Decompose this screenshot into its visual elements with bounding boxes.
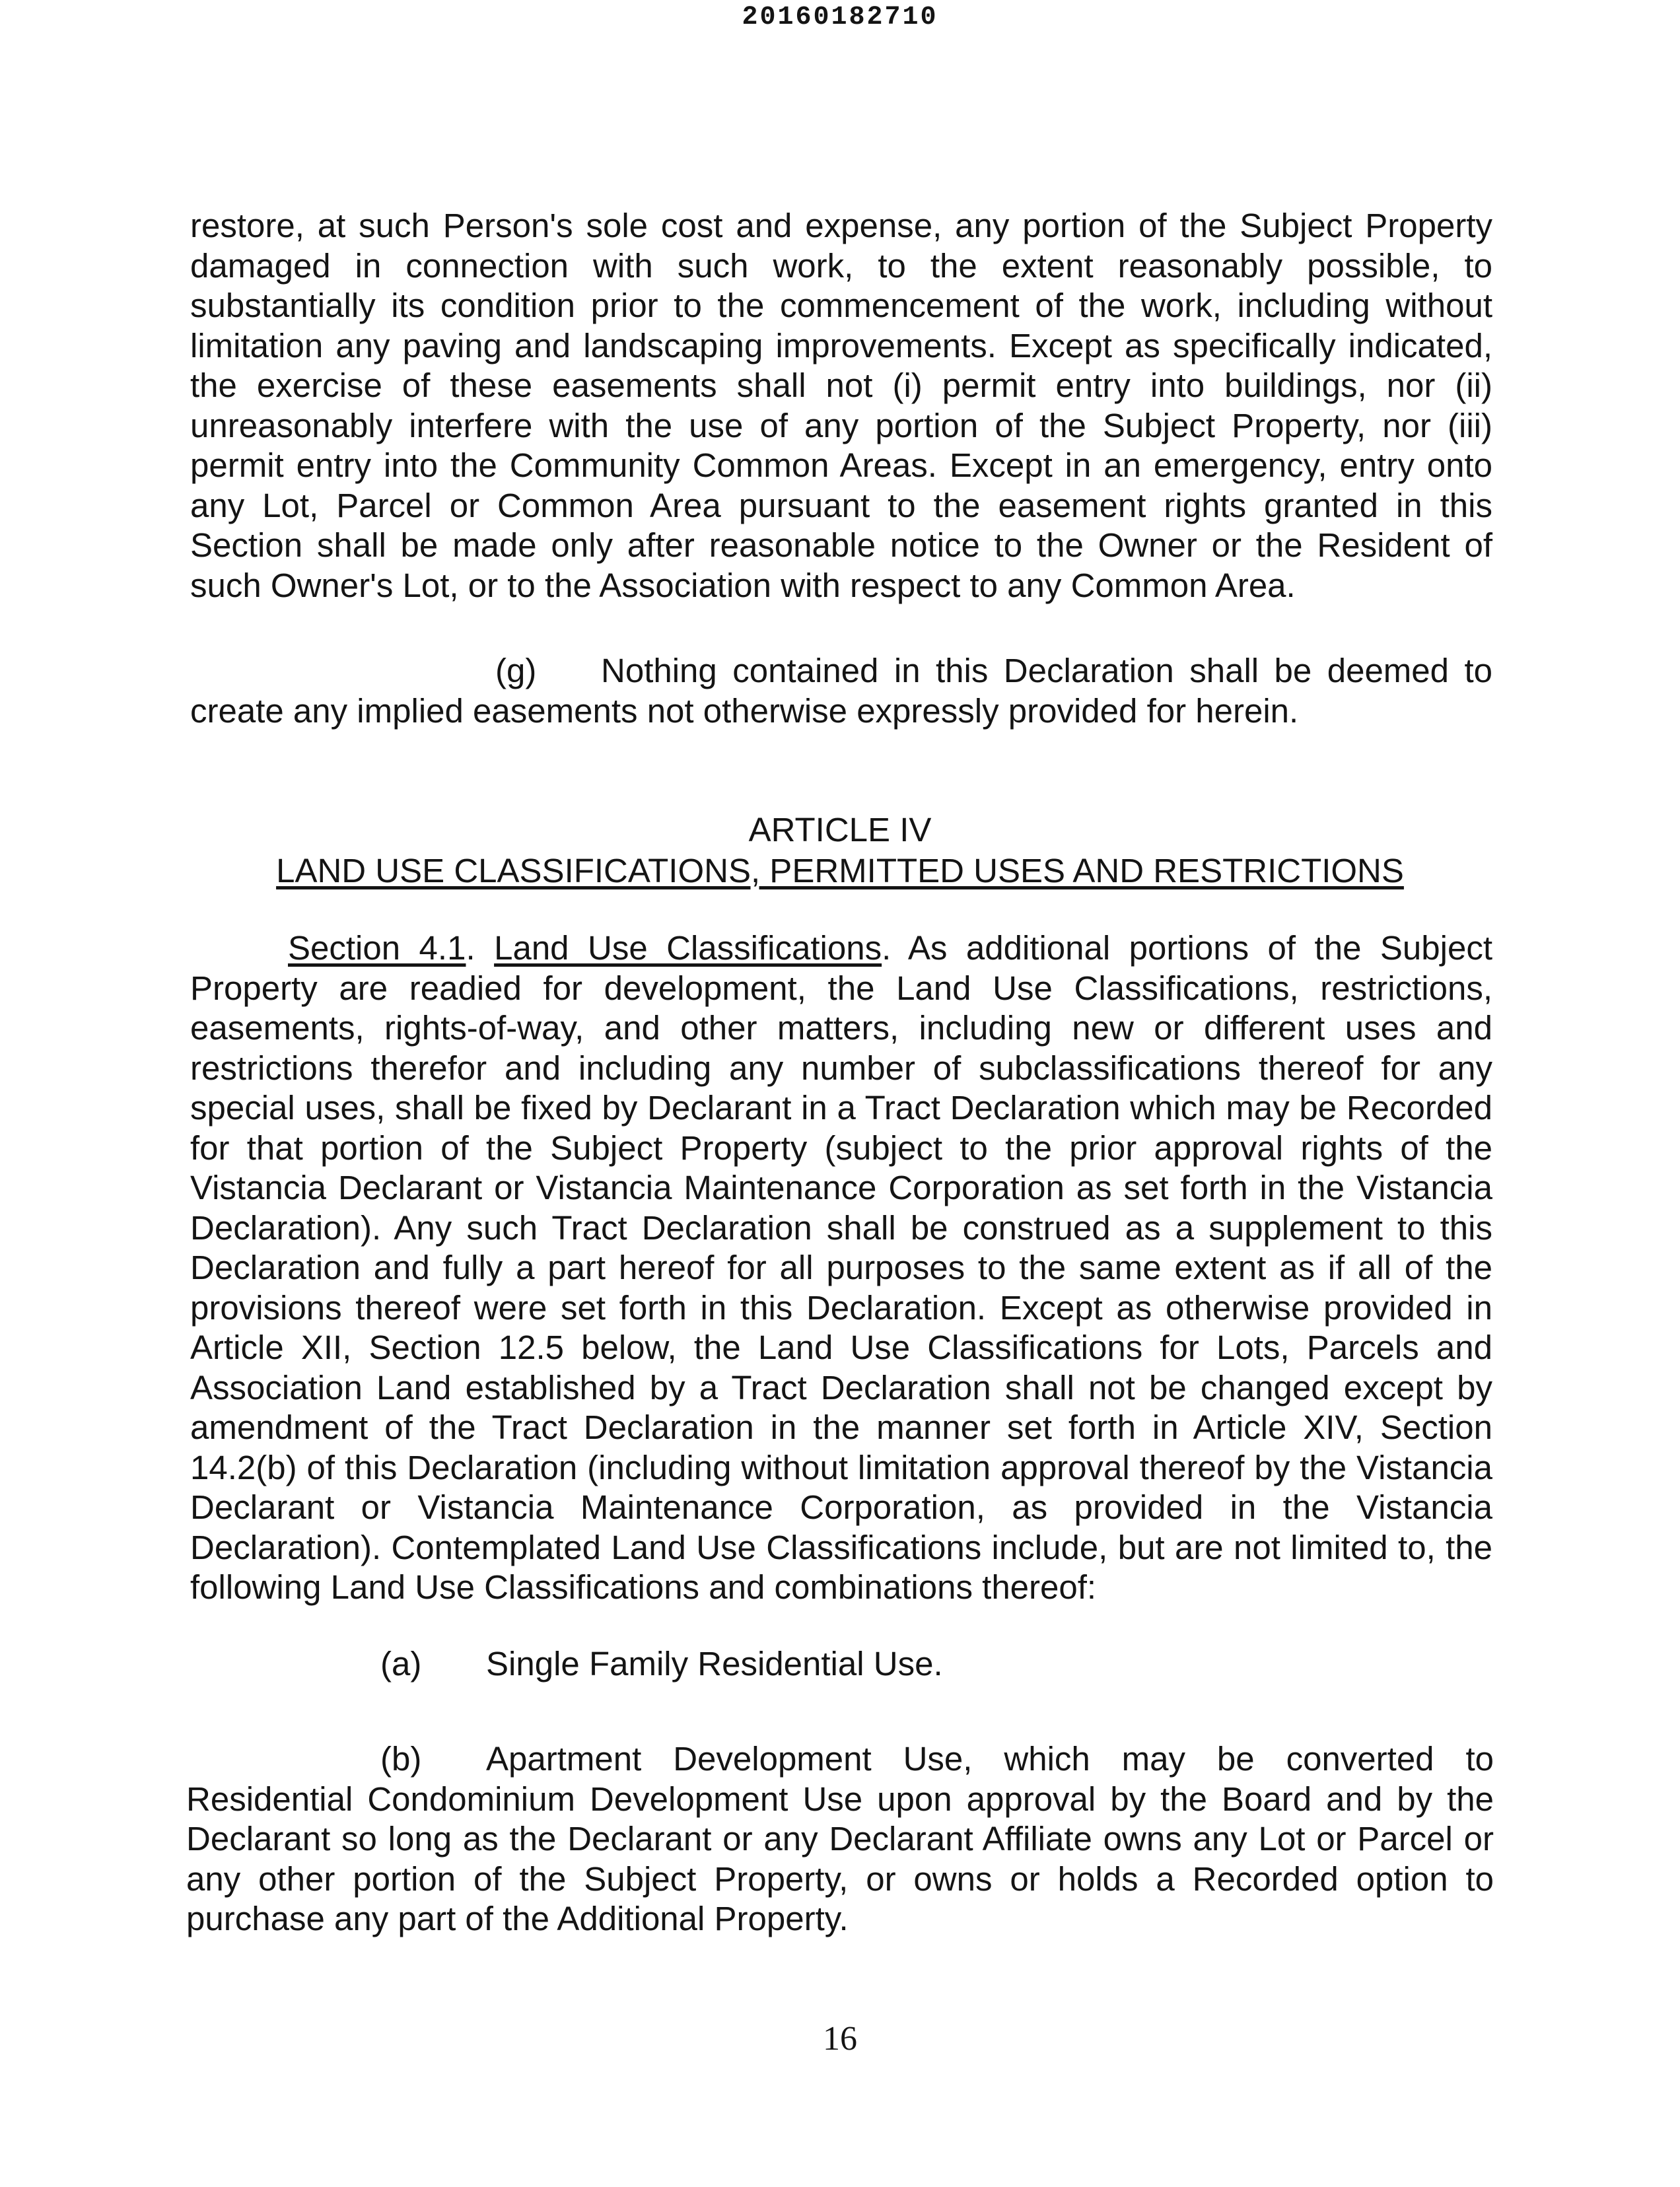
document-number: 20160182710 [742, 3, 938, 32]
list-item-a [380, 1644, 943, 1684]
section-text: As additional portions of the Subject Property are readied for development, the Land Use Classifications, restrictions, easements, rights-of-way, and other matters, including new or different uses and restrictions therefor and including any number of subclassifications thereof for any special uses, shall be fixed by Declarant in a Tract Declaration which may be Recorded for that portion of the Subject Property (subject to the prior approval rights of the Vistancia Declarant or Vistancia Maintenance Corporation as set forth in the Vistancia Declaration). Any such Tract Declaration shall be construed as a supplement to this Declaration and fully a part hereof for all purposes to the same extent as if all of the provisions thereof were set forth in this Declaration. Except as otherwise provided in Article XII, Section 12.5 below, the Land Use Classifications for Lots, Parcels and Association Land established by a Tract Declaration shall not be changed except by amendment of the Tract Declaration in the manner set forth in Article XIV, Section 14.2(b) of this Declaration (including without limitation approval thereof by the Vistancia Declarant or Vistancia Maintenance Corporation, as provided in the Vistancia Declaration). Contemplated Land Use Classifications include, but are not limited to, the following Land Use Classifications and combinations thereof: [190, 929, 1492, 1606]
item-a-text: Single Family Residential Use. [486, 1645, 943, 1683]
continuation-paragraph: restore, at such Person's sole cost and expense, any portion of the Subject Property damaged in connection with such work, to the extent reasonably possible, to substantially its condition prior to the commencement of the work, including without limitation any paving and landscaping improvements. Except as specifically indicated, the exercise of these easements shall not (i) permit entry into buildings, nor (ii) unreasonably interfere with the use of any portion of the Subject Property, nor (iii) permit entry into the Community Common Areas. Except in an emergency, entry onto any Lot, Parcel or Common Area pursuant to the easement rights granted in this Section shall be made only after reasonable notice to the Owner or the Resident of such Owner's Lot, or to the Association with respect to any Common Area. [190, 207, 1492, 604]
section-title: Land Use Classifications [494, 929, 882, 967]
item-b-text: Apartment Development Use, which may be converted to Residential Condominium Development Use upon approval by the Board and by the Declarant so long as the Declarant or any Declarant Affiliate owns any Lot or Parcel or any other portion of the Subject Property, or owns or holds a Recorded option to purchase any part of the Additional Property. [186, 1740, 1494, 1937]
page-number: 16 [823, 2020, 857, 2058]
section-number: Section 4.1 [288, 929, 466, 967]
paragraph-g [190, 651, 1492, 731]
list-item-b [186, 1739, 1494, 1939]
section-4-1-paragraph: Section 4.1. Land Use Classifications. As additional portions of the Subject Property are readied for development, the Land Use Classifications, restrictions, easements, rights-of-way, and other matters, including new or different uses and restrictions therefor and including any number of subclassifications thereof for any special uses, shall be fixed by Declarant in a Tract Declaration which may be Recorded for that portion of the Subject Property (subject to the prior approval rights of the Vistancia Declarant or Vistancia Maintenance Corporation as set forth in the Vistancia Declaration). Any such Tract Declaration shall be construed as a supplement to this Declaration and fully a part hereof for all purposes to the same extent as if all of the provisions thereof were set forth in this Declaration. Except as otherwise provided in Article XII, Section 12.5 below, the Land Use Classifications for Lots, Parcels and Association Land established by a Tract Declaration shall not be changed except by amendment of the Tract Declaration in the manner set forth in Article XIV, Section 14.2(b) of this Declaration (including without limitation approval thereof by the Vistancia Declarant or Vistancia Maintenance Corporation, as provided in the Vistancia Declaration). Contemplated Land Use Classifications include, but are not limited to, the following Land Use Classifications and combinations thereof: [190, 929, 1492, 1606]
item-b-label: (b) [380, 1740, 422, 1778]
item-g-label: (g) [495, 652, 537, 689]
article-heading: LAND USE CLASSIFICATIONS, PERMITTED USES AND RESTRICTIONS [276, 852, 1404, 889]
item-a-label: (a) [380, 1645, 422, 1683]
article-title: ARTICLE IV [748, 811, 932, 849]
item-g-text: Nothing contained in this Declaration shall be deemed to create any implied easements not otherwise expressly provided for herein. [190, 652, 1492, 730]
